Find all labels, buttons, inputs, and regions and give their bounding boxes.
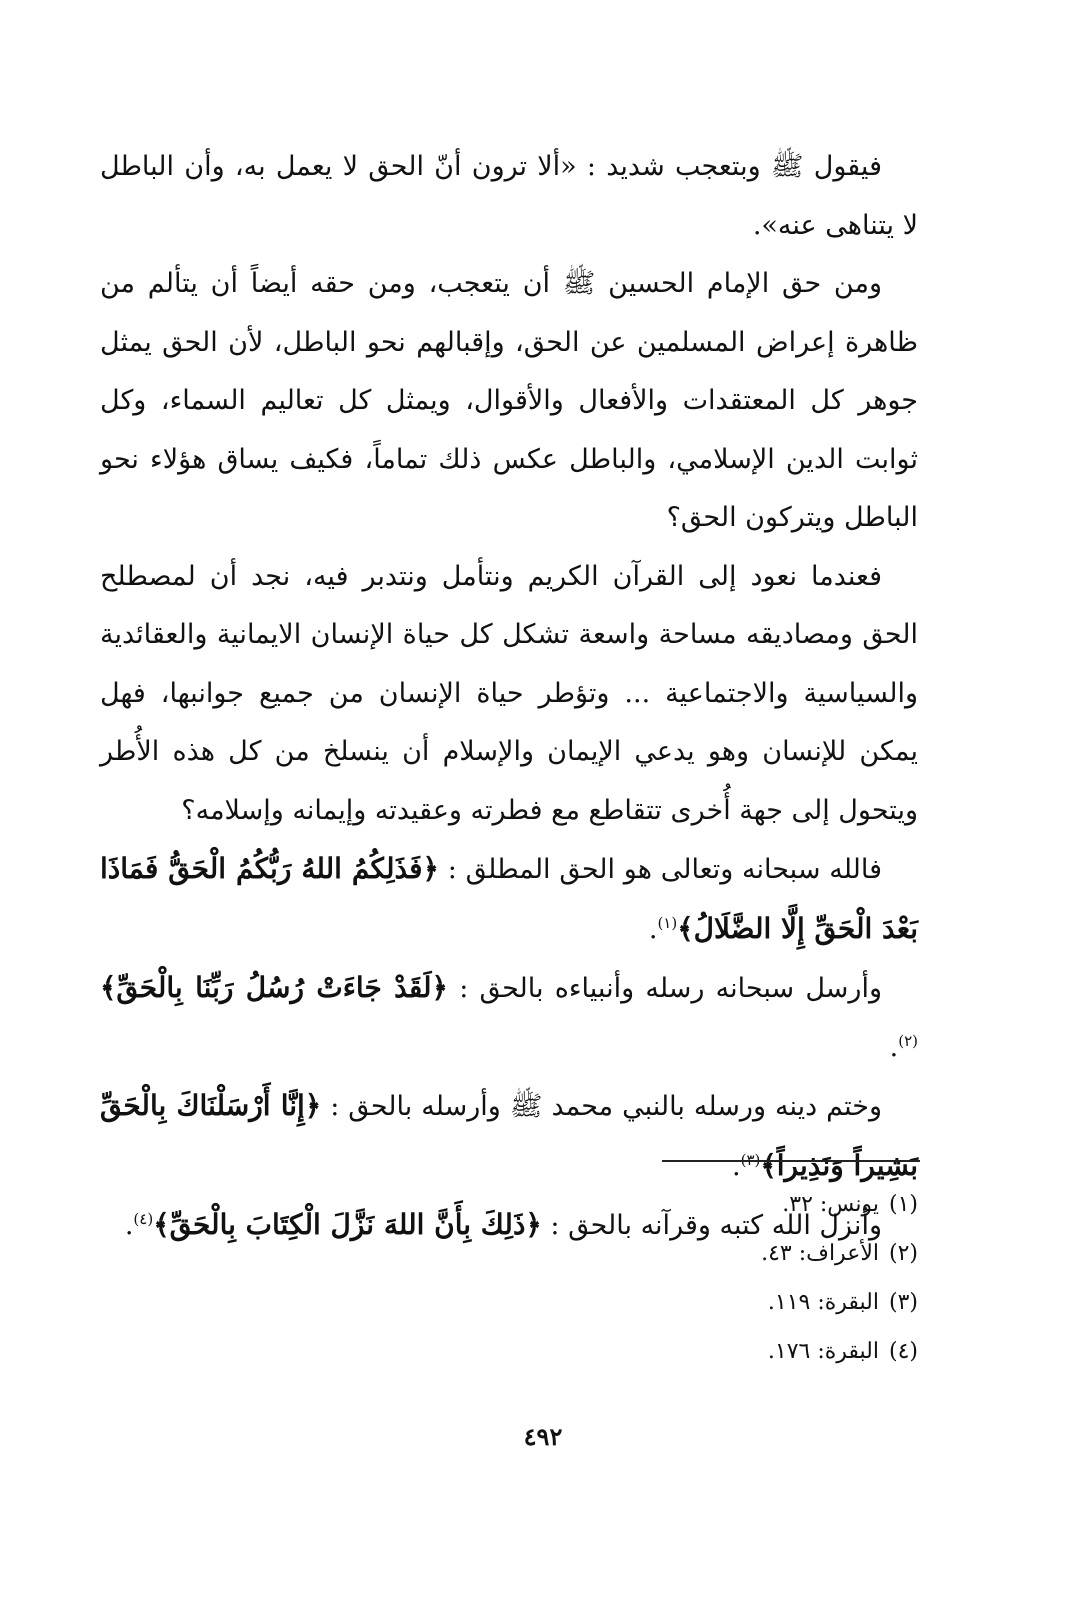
- footnote-ref-1: (١): [657, 913, 678, 932]
- quran-verse-4: ﴿ذَلِكَ بِأَنَّ اللهَ نَزَّلَ الْكِتَابَ بِالْحَقِّ﴾: [153, 1208, 542, 1241]
- footnote-text: البقرة: ١٧٦.: [767, 1339, 879, 1364]
- paragraph-5-end: .: [889, 1031, 899, 1063]
- footnote-number: (٢): [888, 1241, 918, 1266]
- paragraph-3: فعندما نعود إلى القرآن الكريم ونتأمل ونتدبر فيه، نجد أن لمصطلح الحق ومصاديقه مساحة واسعة تشكل كل حياة الإنسان الايمانية والعقائدية والسياسية والاجتماعية ... وتؤطر حياة الإنسان من جميع جوانبها، فهل يمكن للإنسان وهو يدعي الإيمان والإسلام أن ينسلخ من كل هذه الأُطر ويتحول إلى جهة أُخرى تتقاطع مع فطرته وعقيدته وإيمانه وإسلامه؟: [100, 560, 918, 826]
- footnote-number: (٣): [888, 1290, 918, 1315]
- paragraph-4-end: .: [648, 913, 658, 945]
- footnote-number: (١): [888, 1192, 918, 1217]
- footnote-3: [500, 1278, 918, 1327]
- footnote-1: [500, 1180, 918, 1229]
- main-text: [100, 138, 918, 1256]
- paragraph-5-intro: وأرسل سبحانه رسله وأنبياءه بالحق :: [447, 973, 882, 1004]
- paragraph-2: ومن حق الإمام الحسين ﷺ أن يتعجب، ومن حقه أيضاً أن يتألم من ظاهرة إعراض المسلمين عن الحق، وإقبالهم نحو الباطل، لأن الحق يمثل جوهر كل المعتقدات والأفعال والأقوال، ويمثل كل تعاليم السماء، وكل ثوابت الدين الإسلامي، والباطل عكس ذلك تماماً، فكيف يساق هؤلاء نحو الباطل ويتركون الحق؟: [100, 268, 918, 533]
- footnote-number: (٤): [888, 1339, 918, 1364]
- paragraph-5: [100, 959, 918, 1077]
- paragraph-6-intro: وختم دينه ورسله بالنبي محمد ﷺ وأرسله بالحق :: [321, 1091, 882, 1122]
- footnote-2: [500, 1229, 918, 1278]
- footnote-ref-4: (٤): [133, 1210, 154, 1228]
- paragraph-4: [100, 840, 918, 959]
- footnote-text: يونس: ٣٢.: [782, 1192, 879, 1217]
- paragraph-6: [100, 1077, 918, 1196]
- footnotes: [500, 1180, 918, 1376]
- footnote-ref-2: (٢): [898, 1031, 918, 1050]
- footnote-separator: [662, 1160, 920, 1162]
- footnote-4: [500, 1327, 918, 1376]
- quran-verse-2: ﴿لَقَدْ جَاءَتْ رُسُلُ رَبِّنَا بِالْحَقِّ﴾: [100, 971, 448, 1004]
- paragraph-6-end: .: [731, 1150, 741, 1182]
- quran-verse-1: ﴿فَذَلِكُمُ اللهُ رَبُّكُمُ الْحَقُّ فَمَاذَا بَعْدَ الْحَقِّ إِلَّا الضَّلَالُ﴾: [100, 852, 918, 945]
- footnote-text: البقرة: ١١٩.: [767, 1290, 879, 1315]
- paragraph-4-intro: فالله سبحانه وتعالى هو الحق المطلق :: [438, 854, 883, 885]
- footnote-ref-3: (٣): [740, 1150, 761, 1169]
- footnote-text: الأعراف: ٤٣.: [761, 1241, 879, 1266]
- paragraph-7-end: .: [124, 1210, 134, 1241]
- paragraph-1: فيقول ﷺ وبتعجب شديد : «ألا ترون أنّ الحق لا يعمل به، وأن الباطل لا يتناهى عنه».: [100, 151, 918, 241]
- paragraph-7-intro: وأنزل الله كتبه وقرآنه بالحق :: [541, 1210, 882, 1241]
- quran-verse-3: ﴿إِنَّا أَرْسَلْنَاكَ بِالْحَقِّ بَشِيراً وَنَذِيراً﴾: [100, 1089, 918, 1182]
- page-number: ٤٩٢: [523, 1422, 563, 1451]
